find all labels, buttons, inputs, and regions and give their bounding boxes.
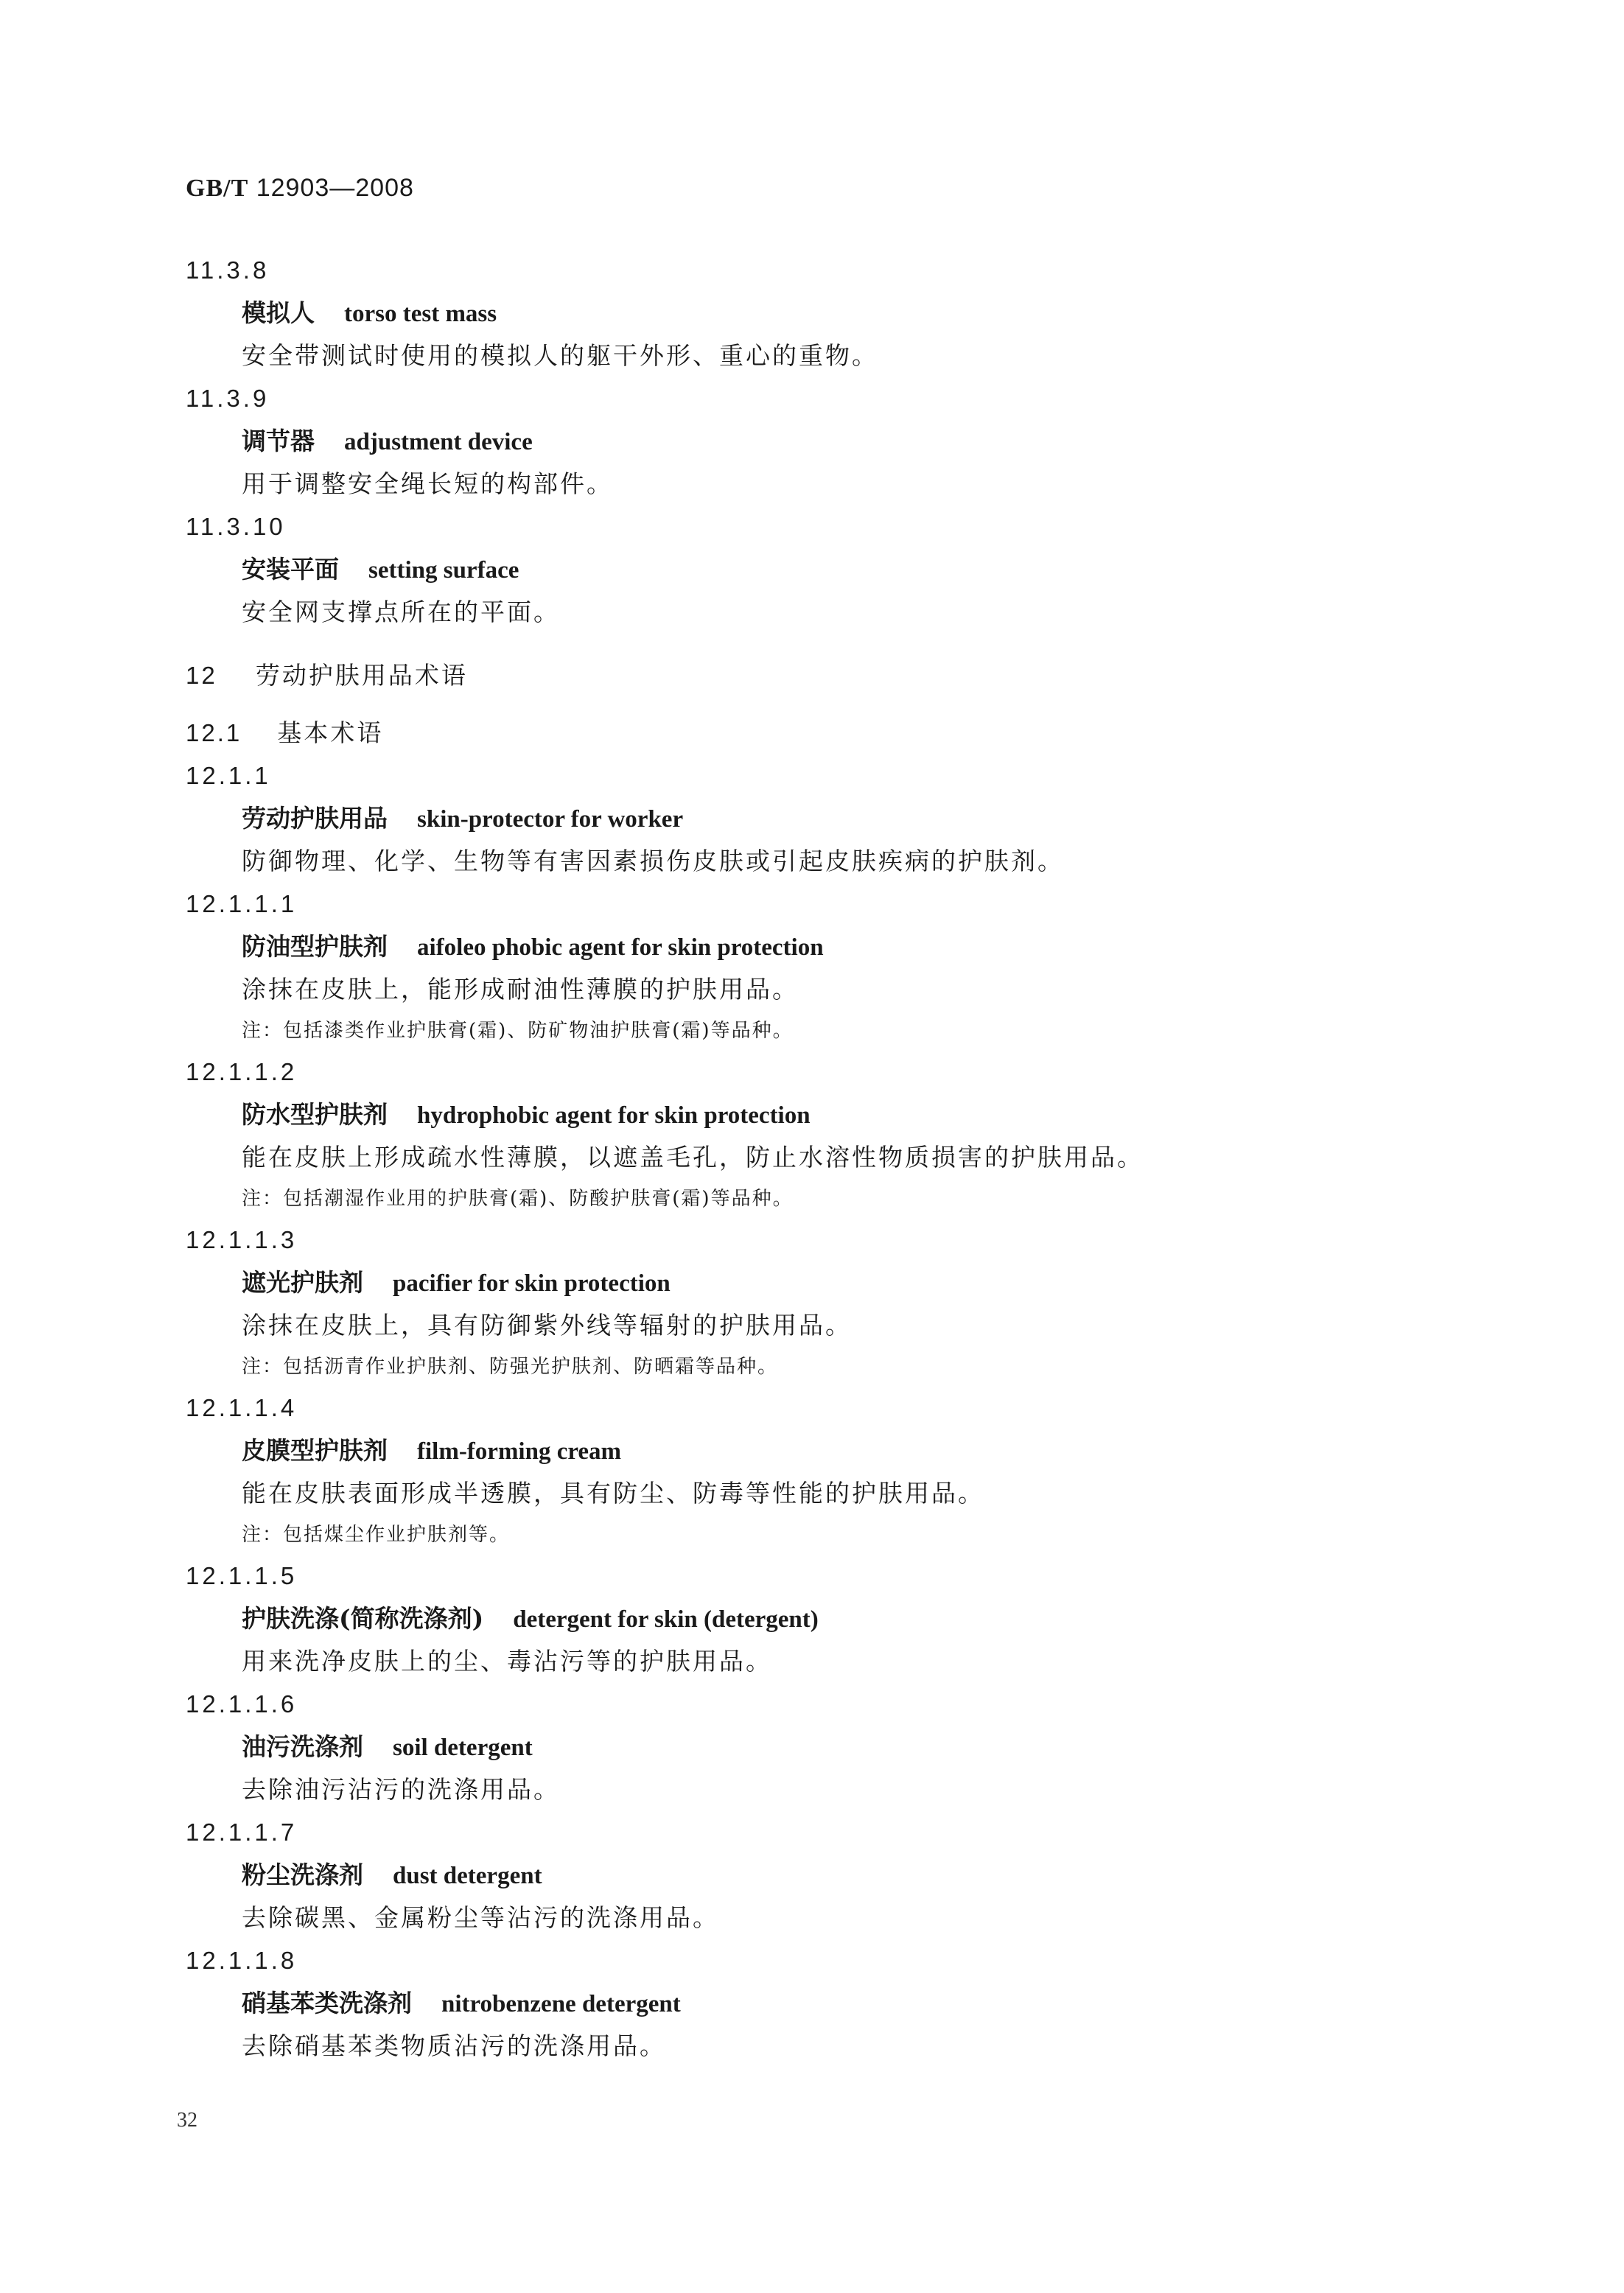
term-english: torso test mass xyxy=(344,301,497,327)
term-definition: 能在皮肤表面形成半透膜，具有防尘、防毒等性能的护肤用品。 xyxy=(242,1479,984,1508)
term-definition: 去除油污沾污的洗涤用品。 xyxy=(242,1775,560,1804)
term-chinese: 防油型护肤剂 xyxy=(242,932,388,961)
term-number: 12.1.1.3 xyxy=(186,1226,298,1253)
term-english: aifoleo phobic agent for skin protection xyxy=(417,934,824,961)
term-chinese: 安装平面 xyxy=(242,555,339,584)
term-number: 12.1.1.4 xyxy=(186,1394,298,1421)
term-chinese: 皮膜型护肤剂 xyxy=(242,1436,388,1465)
chapter-number: 12 xyxy=(186,662,217,689)
term-definition: 防御物理、化学、生物等有害因素损伤皮肤或引起皮肤疾病的护肤剂。 xyxy=(242,847,1064,875)
term-english: pacifier for skin protection xyxy=(393,1270,671,1297)
term-english: soil detergent xyxy=(393,1734,533,1761)
term-entry xyxy=(186,883,1438,1051)
term-entry xyxy=(186,505,1438,634)
term-entry xyxy=(186,249,1438,377)
term-line xyxy=(186,1429,1438,1472)
term-number: 11.3.10 xyxy=(186,513,286,540)
term-entry xyxy=(186,1219,1438,1387)
term-english: setting surface xyxy=(368,557,519,584)
term-definition: 涂抹在皮肤上，具有防御紫外线等辐射的护肤用品。 xyxy=(242,1311,852,1340)
term-line xyxy=(186,1597,1438,1640)
term-entry xyxy=(186,1683,1438,1811)
term-entry xyxy=(186,1811,1438,1939)
term-number: 12.1.1.1 xyxy=(186,890,298,917)
term-line xyxy=(186,292,1438,335)
term-chinese: 粉尘洗涤剂 xyxy=(242,1860,363,1889)
term-line xyxy=(186,1854,1438,1897)
term-english: nitrobenzene detergent xyxy=(441,1991,681,2017)
term-entry xyxy=(186,755,1438,883)
term-entry xyxy=(186,377,1438,505)
term-chinese: 劳动护肤用品 xyxy=(242,804,388,833)
term-number: 12.1.1.2 xyxy=(186,1058,298,1085)
term-number: 12.1.1.7 xyxy=(186,1818,298,1846)
term-chinese: 防水型护肤剂 xyxy=(242,1100,388,1129)
term-line xyxy=(186,548,1438,591)
term-number: 12.1.1.6 xyxy=(186,1690,298,1718)
term-english: film-forming cream xyxy=(417,1438,622,1465)
term-line xyxy=(186,1982,1438,2025)
term-line xyxy=(186,1726,1438,1768)
page-header xyxy=(186,174,414,203)
section-heading xyxy=(186,712,1438,755)
term-definition: 用于调整安全绳长短的构部件。 xyxy=(242,469,613,498)
term-chinese: 模拟人 xyxy=(242,298,315,327)
chapter-heading xyxy=(186,647,1438,704)
term-number: 11.3.9 xyxy=(186,385,270,412)
page-number: 32 xyxy=(177,2109,197,2132)
term-note: 注：包括煤尘作业护肤剂等。 xyxy=(242,1524,511,1546)
term-definition: 去除碳黑、金属粉尘等沾污的洗涤用品。 xyxy=(242,1903,719,1932)
entries-section-12-1 xyxy=(186,755,1438,2068)
term-chinese: 护肤洗涤(简称洗涤剂) xyxy=(242,1604,484,1633)
term-line xyxy=(186,797,1438,840)
standard-prefix: GB/T xyxy=(186,175,249,202)
document-body xyxy=(186,249,1438,2068)
term-number: 12.1.1.5 xyxy=(186,1562,298,1589)
term-definition: 安全带测试时使用的模拟人的躯干外形、重心的重物。 xyxy=(242,341,878,370)
term-definition: 涂抹在皮肤上，能形成耐油性薄膜的护肤用品。 xyxy=(242,975,799,1004)
term-entry xyxy=(186,1939,1438,2068)
section-title: 基本术语 xyxy=(277,718,384,747)
term-english: detergent for skin (detergent) xyxy=(513,1606,819,1633)
term-note: 注：包括沥青作业护肤剂、防强光护肤剂、防晒霜等品种。 xyxy=(242,1356,779,1378)
term-english: skin-protector for worker xyxy=(417,806,684,833)
term-entry xyxy=(186,1387,1438,1555)
term-chinese: 遮光护肤剂 xyxy=(242,1268,363,1297)
term-definition: 去除硝基苯类物质沾污的洗涤用品。 xyxy=(242,2031,666,2060)
term-note: 注：包括漆类作业护肤膏(霜)、防矿物油护肤膏(霜)等品种。 xyxy=(242,1020,794,1042)
entries-section-11-3 xyxy=(186,249,1438,634)
term-entry xyxy=(186,1051,1438,1219)
term-number: 12.1.1.8 xyxy=(186,1947,298,1974)
term-chinese: 调节器 xyxy=(242,427,315,455)
term-number: 12.1.1 xyxy=(186,762,271,789)
term-english: dust detergent xyxy=(393,1863,542,1889)
term-chinese: 油污洗涤剂 xyxy=(242,1732,363,1761)
term-entry xyxy=(186,1555,1438,1683)
term-line xyxy=(186,1261,1438,1304)
standard-number: 12903—2008 xyxy=(256,174,414,202)
term-chinese: 硝基苯类洗涤剂 xyxy=(242,1989,412,2017)
term-definition: 能在皮肤上形成疏水性薄膜，以遮盖毛孔，防止水溶性物质损害的护肤用品。 xyxy=(242,1143,1144,1172)
term-line xyxy=(186,1093,1438,1136)
term-english: hydrophobic agent for skin protection xyxy=(417,1102,811,1129)
term-number: 11.3.8 xyxy=(186,256,270,284)
term-english: adjustment device xyxy=(344,429,533,455)
term-line xyxy=(186,420,1438,463)
term-note: 注：包括潮湿作业用的护肤膏(霜)、防酸护肤膏(霜)等品种。 xyxy=(242,1188,794,1210)
term-line xyxy=(186,925,1438,968)
term-definition: 用来洗净皮肤上的尘、毒沾污等的护肤用品。 xyxy=(242,1647,772,1676)
chapter-title: 劳动护肤用品术语 xyxy=(255,661,468,690)
section-number: 12.1 xyxy=(186,719,242,746)
term-definition: 安全网支撑点所在的平面。 xyxy=(242,598,560,626)
